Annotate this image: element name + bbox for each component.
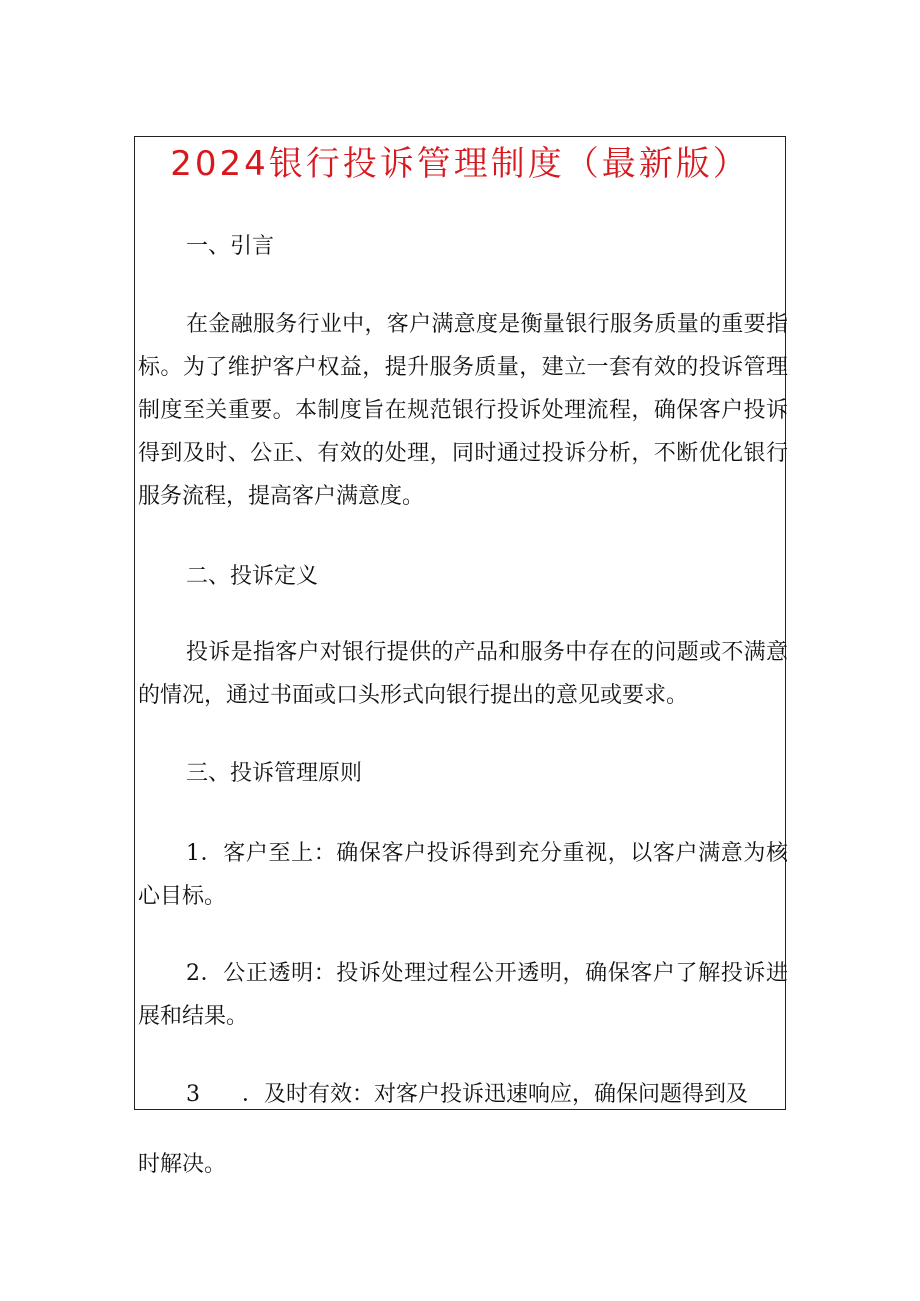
principle-item-3: [138, 1073, 788, 1116]
document-title: 2024银行投诉管理制度（最新版）: [170, 144, 750, 184]
principle-item-3-continuation: 时解决。: [138, 1152, 227, 1177]
introduction-paragraph: 在金融服务行业中，客户满意度是衡量银行服务质量的重要指标。为了维护客户权益，提升服务质量，建立一套有效的投诉管理制度至关重要。本制度旨在规范银行投诉处理流程，确保客户投诉得到及时、公正、有效的处理，同时通过投诉分析，不断优化银行服务流程，提高客户满意度。: [138, 312, 788, 509]
principle-item-3-text: ．及时有效：对客户投诉迅速响应，确保问题得到及: [242, 1082, 749, 1107]
section-heading-introduction: 一、引言: [186, 234, 275, 259]
principle-item-2: 2．公正透明：投诉处理过程公开透明，确保客户了解投诉进展和结果。: [138, 961, 788, 1029]
principle-item-1: 1．客户至上：确保客户投诉得到充分重视，以客户满意为核心目标。: [138, 841, 788, 909]
definition-paragraph: 投诉是指客户对银行提供的产品和服务中存在的问题或不满意的情况，通过书面或口头形式向银行提出的意见或要求。: [138, 640, 788, 708]
section-heading-principles: 三、投诉管理原则: [186, 761, 363, 786]
section-heading-definition: 二、投诉定义: [186, 564, 319, 589]
principle-item-3-number: 3: [186, 1082, 200, 1107]
